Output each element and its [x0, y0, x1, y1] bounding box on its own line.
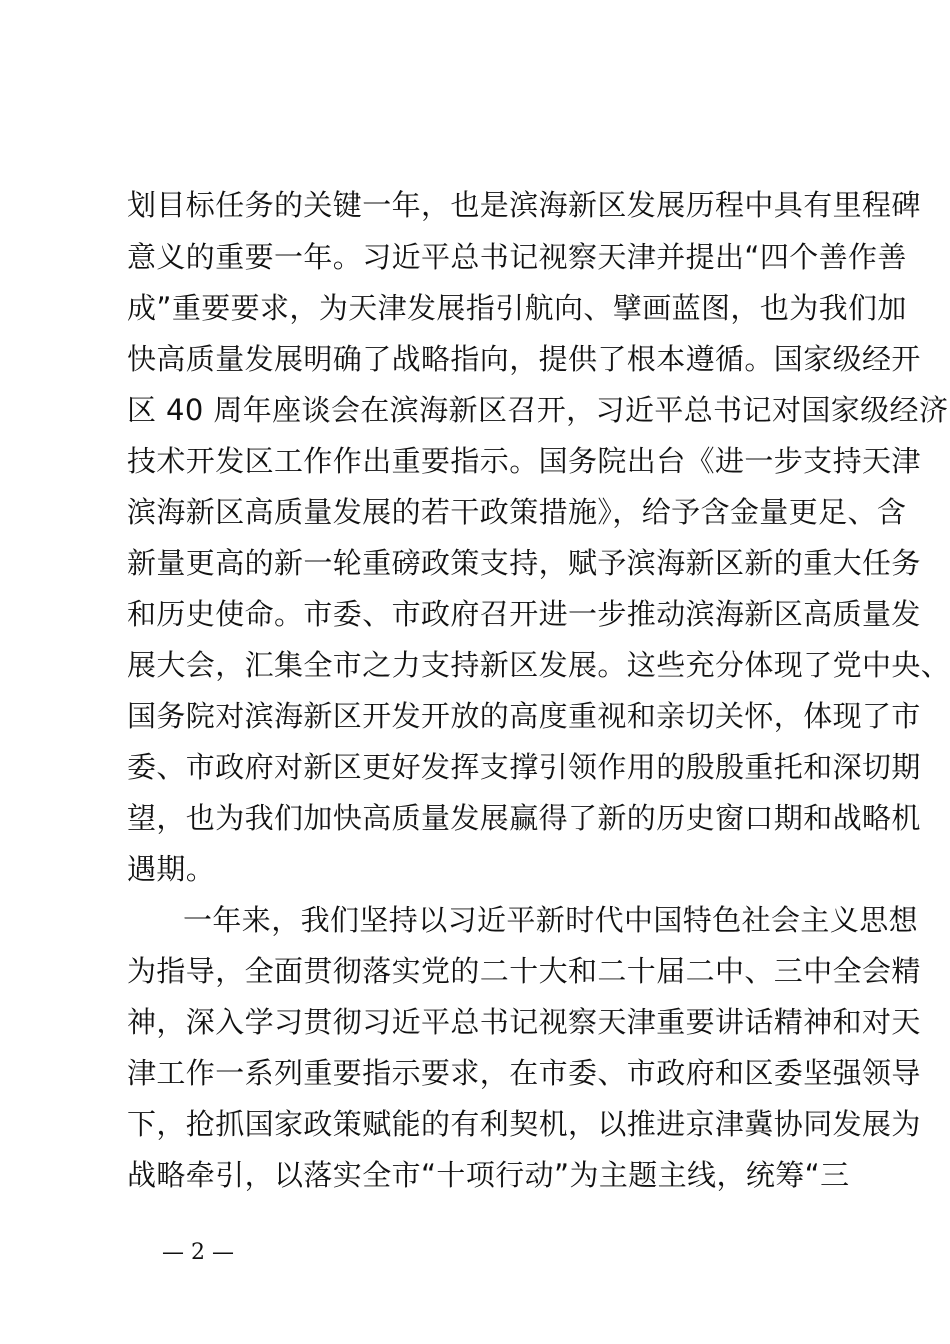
text-line-9: 和历史使命。市委、市政府召开进一步推动滨海新区高质量发 — [127, 597, 921, 631]
text-line-16: 为指导，全面贯彻落实党的二十大和二十届二中、三中全会精 — [127, 954, 921, 988]
text-line-17: 神，深入学习贯彻习近平总书记视察天津重要讲话精神和对天 — [127, 1005, 921, 1039]
text-line-19: 下，抢抓国家政策赋能的有利契机，以推进京津冀协同发展为 — [127, 1107, 921, 1141]
text-line-18: 津工作一系列重要指示要求，在市委、市政府和区委坚强领导 — [127, 1056, 921, 1090]
text-line-13: 望，也为我们加快高质量发展赢得了新的历史窗口期和战略机 — [127, 801, 921, 835]
text-line-6: 技术开发区工作作出重要指示。国务院出台《进一步支持天津 — [127, 444, 921, 478]
text-line-5: 区 40 周年座谈会在滨海新区召开，习近平总书记对国家级经济 — [127, 393, 949, 427]
text-line-7: 滨海新区高质量发展的若干政策措施》，给予含金量更足、含 — [127, 495, 907, 529]
text-line-14: 遇期。 — [127, 852, 216, 886]
text-line-1: 划目标任务的关键一年，也是滨海新区发展历程中具有里程碑 — [127, 188, 921, 222]
text-line-10: 展大会，汇集全市之力支持新区发展。这些充分体现了党中央、 — [127, 648, 950, 682]
text-line-15: 一年来，我们坚持以习近平新时代中国特色社会主义思想 — [183, 903, 919, 937]
text-line-12: 委、市政府对新区更好发挥支撑引领作用的殷殷重托和深切期 — [127, 750, 921, 784]
text-line-2: 意义的重要一年。习近平总书记视察天津并提出“四个善作善 — [127, 240, 907, 274]
page-number: — 2 — — [162, 1240, 234, 1265]
text-line-4: 快高质量发展明确了战略指向，提供了根本遵循。国家级经开 — [127, 342, 921, 376]
text-line-3: 成”重要要求，为天津发展指引航向、擘画蓝图，也为我们加 — [127, 291, 907, 325]
text-line-8: 新量更高的新一轮重磅政策支持，赋予滨海新区新的重大任务 — [127, 546, 921, 580]
text-line-20: 战略牵引，以落实全市“十项行动”为主题主线，统筹“三 — [127, 1158, 850, 1192]
text-line-11: 国务院对滨海新区开发开放的高度重视和亲切关怀，体现了市 — [127, 699, 921, 733]
